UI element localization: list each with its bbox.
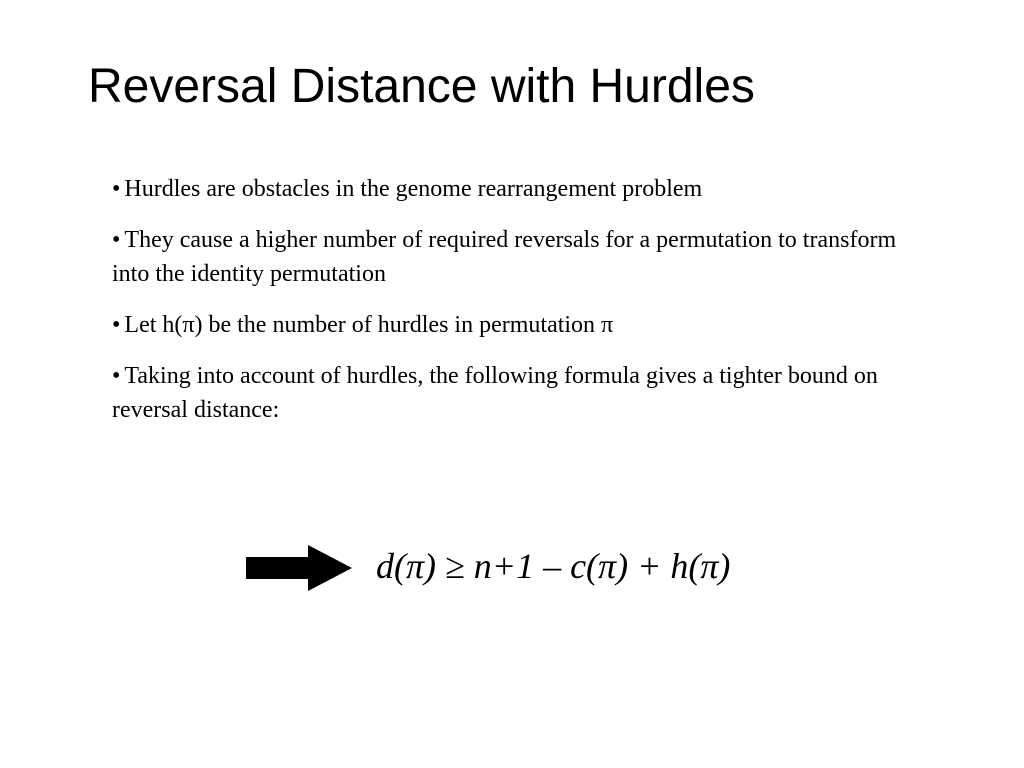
bullet-item	[112, 359, 912, 427]
bullet-text: They cause a higher number of required reversals for a permutation to transform into the identity permutation	[112, 227, 897, 287]
slide-title: Reversal Distance with Hurdles	[88, 60, 755, 113]
bullet-marker: •	[112, 312, 121, 338]
bullet-list	[112, 172, 912, 444]
bullet-text: Taking into account of hurdles, the following formula gives a tighter bound on reversal distance:	[112, 363, 878, 423]
bullet-marker: •	[112, 227, 121, 253]
bullet-item	[112, 223, 912, 291]
formula: d(π) ≥ n+1 – c(π) + h(π)	[376, 546, 731, 586]
right-arrow-icon	[246, 545, 352, 591]
bullet-marker: •	[112, 176, 121, 202]
bullet-text: Hurdles are obstacles in the genome rearrangement problem	[124, 176, 703, 202]
bullet-text: Let h(π) be the number of hurdles in permutation π	[124, 312, 614, 338]
bullet-item	[112, 172, 912, 206]
bullet-marker: •	[112, 363, 121, 389]
bullet-item	[112, 308, 912, 342]
